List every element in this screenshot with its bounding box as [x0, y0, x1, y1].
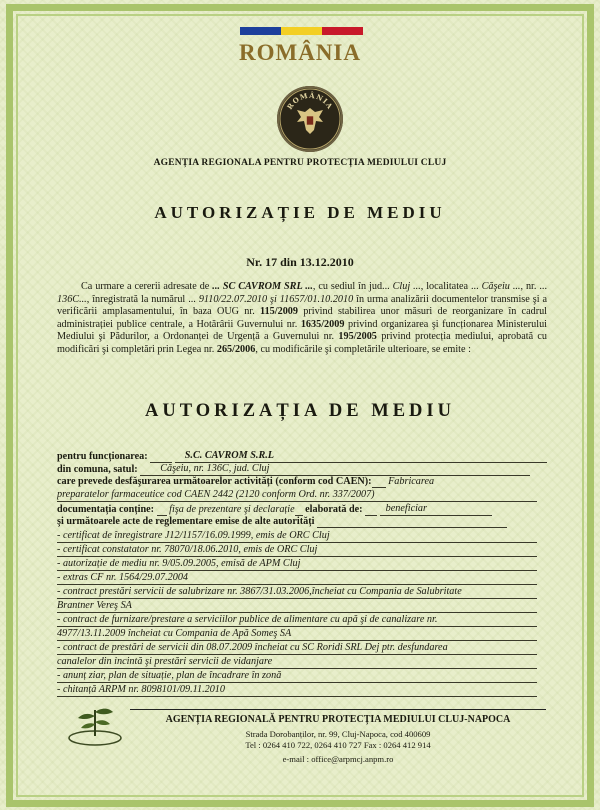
authorization-date: 13.12.2010: [299, 255, 354, 269]
field-acte-label: şi următoarele acte de reglementare emise de alte autorități: [57, 516, 547, 528]
footer-address: Strada Dorobanților, nr. 99, Cluj-Napoca, cod 400609: [245, 729, 431, 739]
footer-email: e-mail : office@arpmcj.anpm.ro: [282, 754, 394, 764]
footer-agency-name: AGENȚIA REGIONALĂ PENTRU PROTECȚIA MEDIULUI CLUJ-NAPOCA: [165, 714, 511, 725]
list-item: - contract de prestări de servicii din 08.07.2009 încheiat cu SC Roridi SRL Dej ptr. desfundarea: [57, 642, 547, 655]
country-heading: ROMÂNIA: [239, 40, 361, 65]
flag-yellow-band: [281, 27, 322, 35]
field-caen: care prevede desfăşurarea următoarelor activități (conform cod CAEN): Fabricarea: [57, 476, 435, 487]
authorization-number: Nr. 17 din 13.12.2010: [246, 255, 354, 269]
list-item: - certificat de înregistrare J12/1157/16.09.1999, emis de ORC Cluj: [57, 530, 547, 543]
footer-phones: Tel : 0264 410 722, 0264 410 727 Fax : 0264 412 914: [245, 740, 431, 750]
authorization-title: AUTORIZAȚIA DE MEDIU: [145, 401, 455, 421]
list-item: - autorizație de mediu nr. 9/05.09.2005, emisă de APM Cluj: [57, 558, 547, 571]
document-title: AUTORIZAȚIE DE MEDIU: [154, 203, 446, 222]
seal-text: ROMÂNIA: [284, 90, 336, 112]
field-caen-continued: preparatelor farmaceutice cod CAEN 2442 (2120 conform Ord. nr. 337/2007): [57, 489, 547, 502]
authorization-nr-value: 17: [265, 255, 278, 269]
agency-logo-icon: [64, 698, 126, 748]
field-documentatie: documentația conține: fişa de prezentare şi declarație elaborată de: beneficiar: [57, 503, 547, 516]
list-item: - anunț ziar, plan de situație, plan de încadrare în zonă: [57, 670, 547, 683]
field-comuna: din comuna, satul: Căşeiu, nr. 136C, jud. Cluj: [57, 463, 547, 476]
list-item: - contract de furnizare/prestare a serviciilor publice de alimentare cu apă şi de canalizare nr.: [57, 614, 547, 627]
romanian-flag-stripe: [240, 27, 363, 35]
list-item: - certificat constatator nr. 78070/18.06.2010, emis de ORC Cluj: [57, 544, 547, 557]
coat-of-arms-seal-icon: [277, 86, 343, 152]
flag-blue-band: [240, 27, 281, 35]
list-item: - extras CF nr. 1564/29.07.2004: [57, 572, 547, 585]
issuing-agency-header: AGENȚIA REGIONALA PENTRU PROTECȚIA MEDIULUI CLUJ: [153, 158, 447, 168]
list-item: 4977/13.11.2009 încheiat cu Compania de Apă Someş SA: [57, 628, 547, 641]
flag-red-band: [322, 27, 363, 35]
intro-paragraph: Ca urmare a cererii adresate de ... SC CAVROM SRL ..., cu sediul în jud... Cluj ..., localitatea ... Căşeiu ..., nr. ... 136C..., înregistrată la numărul ... 9110/22.07.2010 şi 11657/01.10.2010 în urma analizării documentelor transmise şi a verificării amplasamentului, în baza OUG nr. 115/2009 privind stabilirea unor măsuri de reorganizare în cadrul administrației publice centrale, a Hotărârii Guvernului nr. 1635/2009 privind organizarea şi funcționarea Ministerului Mediului şi Pădurilor, a Ordonanței de Urgență a Guvernului nr. 195/2005 privind protecția mediului, aprobată cu modificări şi completări prin Legea nr. 265/2006, cu modificările şi completările ulterioare, se emite :: [57, 281, 548, 355]
list-item: canalelor din incintă şi prestări servicii de vidanjare: [57, 656, 547, 669]
footer-divider: [130, 709, 546, 710]
list-item: - contract prestări servicii de salubrizare nr. 3867/31.03.2006,încheiat cu Compania de Salubritate: [57, 586, 547, 599]
list-item: Brantner Vereş SA: [57, 600, 547, 613]
field-functionare: pentru funcționarea: S.C. CAVROM S.R.L: [57, 450, 547, 463]
list-item: - chitanță ARPM nr. 8098101/09.11.2010: [57, 684, 547, 697]
